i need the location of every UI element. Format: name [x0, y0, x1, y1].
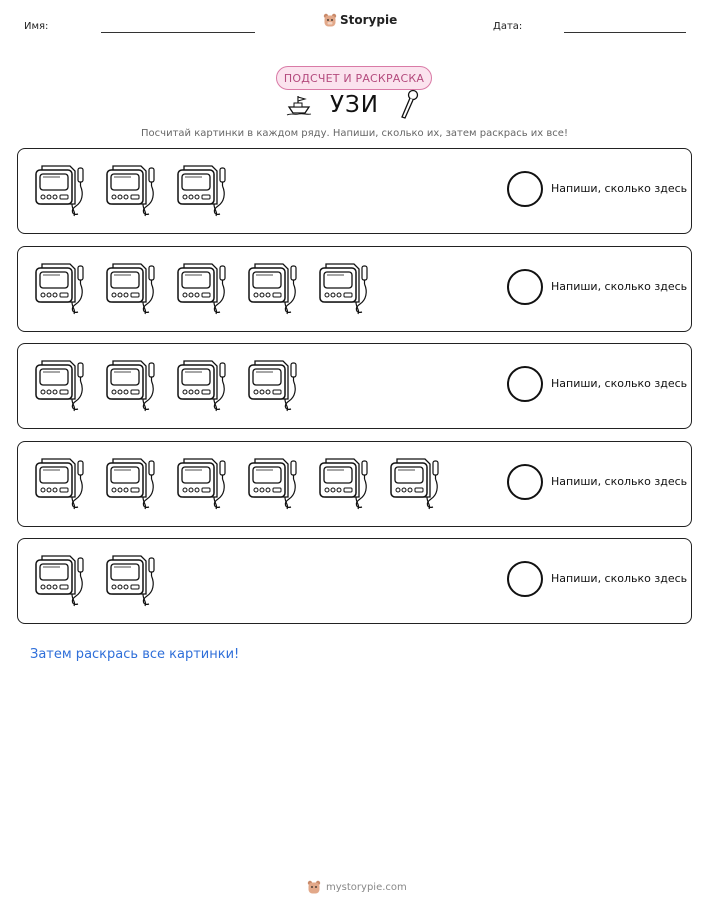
count-row: [17, 538, 692, 624]
ultrasound-machine-icon[interactable]: [245, 453, 300, 513]
row-pictures: [32, 355, 300, 415]
answer-label: Напиши, сколько здесь: [551, 182, 688, 195]
ultrasound-machine-icon[interactable]: [32, 258, 87, 318]
bear-logo-icon: [323, 13, 337, 27]
answer-circle[interactable]: [507, 366, 543, 402]
ultrasound-machine-icon[interactable]: [316, 258, 371, 318]
ultrasound-machine-icon[interactable]: [245, 258, 300, 318]
ultrasound-machine-icon[interactable]: [316, 453, 371, 513]
answer-circle[interactable]: [507, 464, 543, 500]
row-pictures: [32, 160, 229, 220]
ultrasound-machine-icon[interactable]: [32, 160, 87, 220]
probe-icon: [398, 89, 420, 121]
date-line[interactable]: [564, 32, 686, 33]
date-label: Дата:: [493, 21, 523, 32]
site-url[interactable]: mystorypie.com: [326, 881, 407, 893]
answer-circle[interactable]: [507, 171, 543, 207]
ultrasound-machine-icon[interactable]: [174, 258, 229, 318]
row-pictures: [32, 258, 371, 318]
count-row: [17, 343, 692, 429]
answer-label: Напиши, сколько здесь: [551, 279, 688, 293]
ultrasound-machine-icon[interactable]: [103, 550, 158, 610]
ultrasound-machine-icon[interactable]: [387, 453, 442, 513]
page-title: УЗИ: [330, 92, 379, 118]
activity-badge: ПОДСЧЕТ И РАСКРАСКА: [276, 66, 432, 90]
instructions: Посчитай картинки в каждом ряду. Напиши, сколько их, затем раскрась их все!: [141, 128, 568, 139]
count-row: [17, 246, 692, 332]
brand-logo: [323, 13, 397, 27]
answer-circle[interactable]: [507, 561, 543, 597]
ultrasound-machine-icon[interactable]: [32, 550, 87, 610]
ultrasound-machine-icon[interactable]: [174, 355, 229, 415]
count-row: [17, 441, 692, 527]
brand-name: Storypie: [340, 13, 398, 27]
ultrasound-machine-icon[interactable]: [103, 258, 158, 318]
ultrasound-machine-icon[interactable]: [103, 453, 158, 513]
row-pictures: [32, 453, 442, 513]
ultrasound-machine-icon[interactable]: [32, 355, 87, 415]
ultrasound-machine-icon[interactable]: [103, 355, 158, 415]
ultrasound-machine-icon[interactable]: [245, 355, 300, 415]
site-footer: [307, 880, 407, 894]
answer-label: Напиши, сколько здесь: [551, 377, 688, 390]
answer-label: Напиши, сколько здесь: [551, 572, 688, 585]
name-line[interactable]: [101, 32, 255, 33]
ultrasound-machine-icon[interactable]: [174, 160, 229, 220]
answer-label: Напиши, сколько здесь: [551, 474, 688, 488]
ultrasound-machine-icon[interactable]: [32, 453, 87, 513]
ultrasound-machine-icon[interactable]: [103, 160, 158, 220]
bear-logo-icon: [307, 880, 321, 894]
count-row: [17, 148, 692, 234]
answer-circle[interactable]: [507, 269, 543, 305]
color-note: Затем раскрась все картинки!: [30, 647, 240, 662]
name-label: Имя:: [24, 21, 49, 32]
row-pictures: [32, 550, 158, 610]
ultrasound-machine-icon[interactable]: [174, 453, 229, 513]
